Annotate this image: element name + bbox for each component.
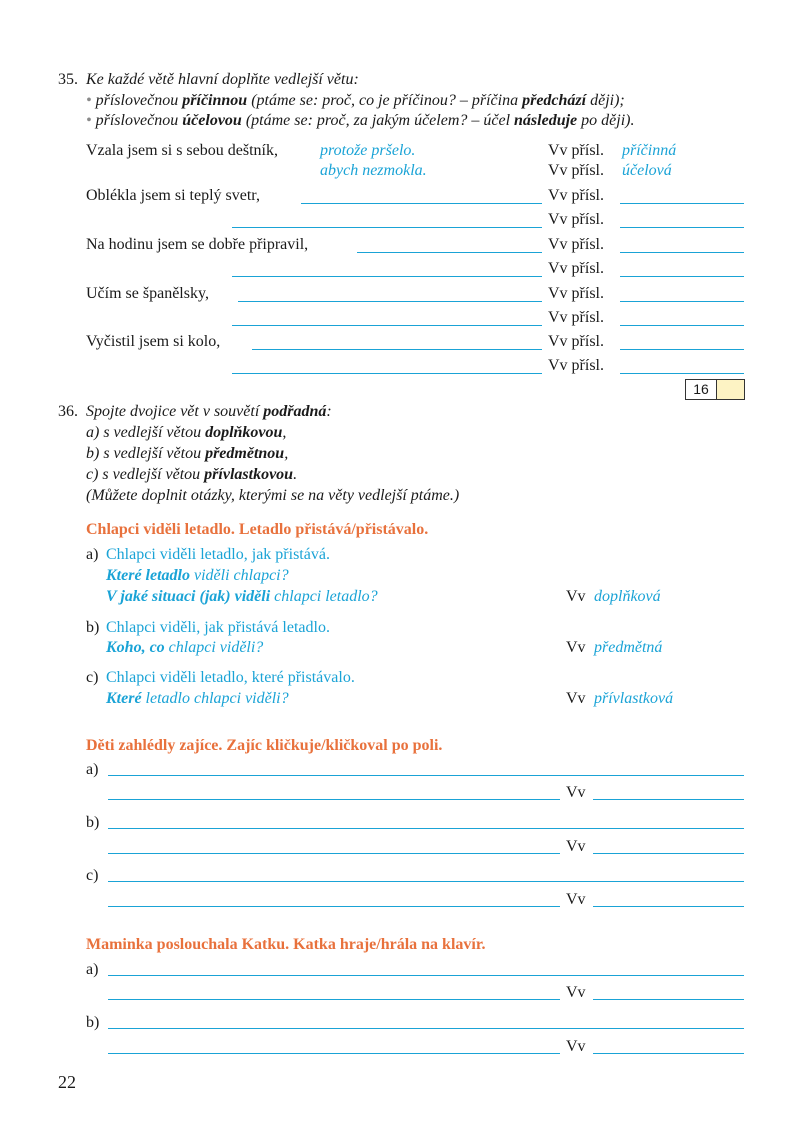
ex36-a-sentence: Chlapci viděli letadlo, jak přistává.: [106, 546, 330, 563]
score-input[interactable]: [717, 380, 744, 399]
answer-line[interactable]: [593, 999, 744, 1000]
answer-line[interactable]: [108, 853, 560, 854]
answer-line[interactable]: [232, 227, 542, 228]
vv-label: Vv: [566, 588, 586, 605]
vv-label: Vv přísl.: [548, 211, 604, 228]
ex35-bullet-purpose: • příslovečnou účelovou (ptáme se: proč, za jakým účelem? – účel následuje po ději).: [86, 112, 635, 129]
option-a-label: a): [86, 961, 99, 978]
answer-line[interactable]: [593, 906, 744, 907]
ex36-c-label: c): [86, 669, 99, 686]
answer-line[interactable]: [620, 373, 744, 374]
answer-line[interactable]: [620, 227, 744, 228]
ex35-example-type-purpose: účelová: [622, 162, 672, 179]
ex35-example-answer-purpose: abych nezmokla.: [320, 162, 427, 179]
answer-line[interactable]: [232, 373, 542, 374]
answer-line[interactable]: [108, 975, 744, 976]
answer-line[interactable]: [108, 799, 560, 800]
ex35-example-vv-label: Vv přísl.: [548, 142, 604, 159]
ex36-c-type: přívlastková: [594, 690, 674, 707]
ex36-option-c: c) s vedlejší větou přívlastkovou.: [86, 466, 298, 483]
answer-line[interactable]: [301, 203, 542, 204]
answer-line[interactable]: [108, 999, 560, 1000]
ex36-a-type: doplňková: [594, 588, 661, 605]
ex36-task1-heading: Děti zahlédly zajíce. Zajíc kličkuje/kličkoval po poli.: [86, 737, 443, 754]
option-b-label: b): [86, 814, 100, 831]
vv-label: Vv přísl.: [548, 187, 604, 204]
answer-line[interactable]: [232, 276, 542, 277]
ex36-a-question2: V jaké situaci (jak) viděli chlapci letadlo?: [106, 588, 378, 605]
ex35-example-vv-label: Vv přísl.: [548, 162, 604, 179]
ex35-example-main: Vzala jsem si s sebou deštník,: [86, 142, 278, 159]
vv-label: Vv přísl.: [548, 236, 604, 253]
answer-line[interactable]: [108, 881, 744, 882]
option-b-label: b): [86, 1014, 100, 1031]
ex36-b-type: předmětná: [594, 639, 663, 656]
score-box: [685, 379, 745, 400]
ex36-b-question: Koho, co chlapci viděli?: [106, 639, 264, 656]
ex36-c-question: Které letadlo chlapci viděli?: [106, 690, 289, 707]
answer-line[interactable]: [593, 1053, 744, 1054]
ex35-example-answer-causal: protože pršelo.: [320, 142, 416, 159]
answer-line[interactable]: [108, 906, 560, 907]
answer-line[interactable]: [232, 325, 542, 326]
ex36-b-sentence: Chlapci viděli, jak přistává letadlo.: [106, 619, 330, 636]
ex36-a-label: a): [86, 546, 99, 563]
vv-label: Vv: [566, 690, 586, 707]
ex36-task2-heading: Maminka poslouchala Katku. Katka hraje/hrála na klavír.: [86, 936, 486, 953]
option-c-label: c): [86, 867, 99, 884]
ex35-sentence: Vyčistil jsem si kolo,: [86, 333, 221, 350]
ex36-a-question1: Které letadlo viděli chlapci?: [106, 567, 289, 584]
vv-label: Vv: [566, 784, 586, 801]
option-a-label: a): [86, 761, 99, 778]
answer-line[interactable]: [108, 1028, 744, 1029]
ex35-number: 35.: [58, 71, 78, 88]
answer-line[interactable]: [252, 349, 542, 350]
vv-label: Vv: [566, 984, 586, 1001]
ex35-example-type-causal: příčinná: [622, 142, 677, 159]
vv-label: Vv přísl.: [548, 333, 604, 350]
answer-line[interactable]: [620, 276, 744, 277]
vv-label: Vv: [566, 1038, 586, 1055]
ex35-sentence: Na hodinu jsem se dobře připravil,: [86, 236, 309, 253]
ex36-note: (Můžete doplnit otázky, kterými se na věty vedlejší ptáme.): [86, 487, 460, 504]
ex36-example-heading: Chlapci viděli letadlo. Letadlo přistává/přistávalo.: [86, 521, 429, 538]
answer-line[interactable]: [620, 252, 744, 253]
ex36-instruction: Spojte dvojice vět v souvětí podřadná:: [86, 403, 332, 420]
bullet-icon: •: [86, 112, 92, 129]
score-max: 16: [686, 380, 717, 399]
ex35-sentence: Oblékla jsem si teplý svetr,: [86, 187, 260, 204]
vv-label: Vv: [566, 838, 586, 855]
vv-label: Vv přísl.: [548, 285, 604, 302]
vv-label: Vv: [566, 639, 586, 656]
answer-line[interactable]: [620, 325, 744, 326]
answer-line[interactable]: [593, 853, 744, 854]
ex35-instruction: Ke každé větě hlavní doplňte vedlejší větu:: [86, 71, 359, 88]
answer-line[interactable]: [357, 252, 542, 253]
ex36-option-b: b) s vedlejší větou předmětnou,: [86, 445, 289, 462]
ex36-c-sentence: Chlapci viděli letadlo, které přistávalo.: [106, 669, 355, 686]
ex35-bullet-causal: • příslovečnou příčinnou (ptáme se: proč, co je příčinou? – příčina předchází ději);: [86, 92, 625, 109]
answer-line[interactable]: [593, 799, 744, 800]
ex35-sentence: Učím se španělsky,: [86, 285, 209, 302]
answer-line[interactable]: [108, 1053, 560, 1054]
answer-line[interactable]: [620, 349, 744, 350]
bullet-icon: •: [86, 92, 92, 109]
answer-line[interactable]: [620, 203, 744, 204]
vv-label: Vv přísl.: [548, 309, 604, 326]
answer-line[interactable]: [238, 301, 542, 302]
vv-label: Vv přísl.: [548, 260, 604, 277]
page-number: 22: [58, 1072, 76, 1092]
answer-line[interactable]: [620, 301, 744, 302]
ex36-number: 36.: [58, 403, 78, 420]
answer-line[interactable]: [108, 775, 744, 776]
ex36-b-label: b): [86, 619, 100, 636]
ex36-option-a: a) s vedlejší větou doplňkovou,: [86, 424, 287, 441]
vv-label: Vv přísl.: [548, 357, 604, 374]
vv-label: Vv: [566, 891, 586, 908]
answer-line[interactable]: [108, 828, 744, 829]
